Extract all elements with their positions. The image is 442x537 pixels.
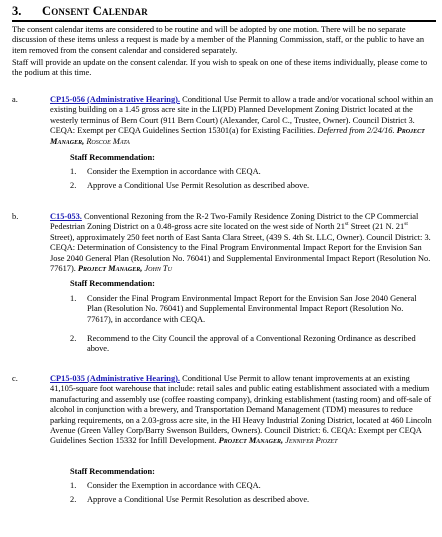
item-b-sup-2: st xyxy=(404,221,408,228)
item-b-text-3: Street), approximately 250 feet north of East Santa Clara Street, (439 S. 4th St. LLC, Owner). Council District: 3. CEQA: Determination of Consistency to the Final Program Environmental Impact Report for the Envision San Jose 2040 General Plan (Resolution No. 76041) and Supplemental Environmental Impact Report (Resolution No. 77617). xyxy=(50,232,431,274)
item-b-manager: John Tu xyxy=(144,264,172,274)
item-c-letter: c. xyxy=(12,374,18,383)
intro-paragraph-1: The consent calendar items are considered to be routine and will be adopted by one motion. There will be no separate discussion of these items unless a request is made by a member of the Planning Commission, staff, or the public to have an item removed from the consent calendar and considered separately. xyxy=(12,25,425,55)
item-a-rec-1 xyxy=(70,167,430,177)
section-heading xyxy=(12,4,436,22)
item-b-letter: b. xyxy=(12,212,19,221)
rec-text: Consider the Final Program Environmental Impact Report for the Envision San Jose 2040 General Plan (Resolution No. 76041) and Supplemental Environmental Impact Report (Resolution No. 77617), in accordance with CEQA. xyxy=(87,294,417,324)
item-c-manager: Jennifer Piozet xyxy=(285,436,338,446)
item-c-rec-2 xyxy=(70,495,430,505)
item-a-file-link[interactable]: CP15-056 (Administrative Hearing). xyxy=(50,95,181,104)
item-b-rec-1 xyxy=(70,294,430,325)
item-b-staff-rec-heading: Staff Recommendation: xyxy=(70,279,155,288)
item-a-deferred: Deferred from 2/24/16. xyxy=(317,126,395,136)
item-a-rec-2 xyxy=(70,181,430,191)
item-a-staff-rec-heading: Staff Recommendation: xyxy=(70,153,155,162)
item-b-sup-1: st xyxy=(344,221,349,228)
intro-paragraph-2: Staff will provide an update on the consent calendar. If you wish to speak on one of these items individually, please come to the podium at this time. xyxy=(12,58,428,78)
item-a-pm-label: Project Manager, xyxy=(50,126,425,146)
rec-number: 1. xyxy=(70,481,77,490)
rec-text: Consider the Exemption in accordance with CEQA. xyxy=(87,167,261,176)
rec-text: Recommend to the City Council the approval of a Conventional Rezoning Ordinance as described above. xyxy=(87,334,416,354)
item-c-text: Conditional Use Permit to allow tenant improvements at an existing 41,105-square foot warehouse that include: retail sales and public eating establishment associated with a medium manufacturing and assembly use (coffee roasting company), drinking establishment (tasting room) and off-sale of alcohol in conjunction with a brewery, and Transportation Demand Management (TDM) measures to reduce parking requirements, on a 2.03-gross acre site, in the HI Heavy Industrial Zoning District, located at 460 Lincoln Avenue (Green Valley Corp/Barry Swenson Builders, Owners). Council District: 6. CEQA: Exempt per CEQA Guidelines Section 15332 for Infill Development. xyxy=(50,374,432,446)
item-c-pm-label: Project Manager, xyxy=(218,436,284,446)
rec-number: 1. xyxy=(70,294,77,303)
item-b-file-link[interactable]: C15-053. xyxy=(50,212,82,221)
item-c-description xyxy=(50,374,434,447)
item-b-rec-2 xyxy=(70,334,430,355)
item-a-manager: Roscoe Mata xyxy=(86,136,130,146)
item-a-description xyxy=(50,95,434,147)
item-c-rec-1 xyxy=(70,481,430,491)
rec-text: Consider the Exemption in accordance with CEQA. xyxy=(87,481,261,490)
section-number: 3. xyxy=(12,4,22,18)
item-b-pm-label: Project Manager, xyxy=(77,264,143,274)
rec-number: 2. xyxy=(70,334,77,343)
item-b-text-1: Conventional Rezoning from the R-2 Two-Family Residence Zoning District to the CP Commercial Pedestrian Zoning District on a 0.48-gross acre site located on the west side of North 21 xyxy=(50,212,419,232)
item-a-text: Conditional Use Permit to allow a trade and/or vocational school within an existing building on a 1.45 gross acre site in the LI(PD) Planned Development Zoning District located at the westerly terminus of Bern Court (911 Bern Court) (Alexander, Carol C., Trustee, Owner). Council District 3. CEQA: Exempt per CEQA Guidelines Section 15301(a) for Existing Facilities. xyxy=(50,95,434,136)
rec-text: Approve a Conditional Use Permit Resolution as described above. xyxy=(87,495,310,504)
rec-number: 1. xyxy=(70,167,77,176)
section-title: Consent Calendar xyxy=(42,4,148,18)
item-a-letter: a. xyxy=(12,95,18,104)
item-c-staff-rec-heading: Staff Recommendation: xyxy=(70,467,155,476)
item-b-description xyxy=(50,212,434,274)
item-b-text-2: Street (21 N. 21 xyxy=(348,222,405,232)
rec-number: 2. xyxy=(70,181,77,190)
rec-text: Approve a Conditional Use Permit Resolution as described above. xyxy=(87,181,310,190)
rec-number: 2. xyxy=(70,495,77,504)
item-c-file-link[interactable]: CP15-035 (Administrative Hearing). xyxy=(50,374,181,383)
